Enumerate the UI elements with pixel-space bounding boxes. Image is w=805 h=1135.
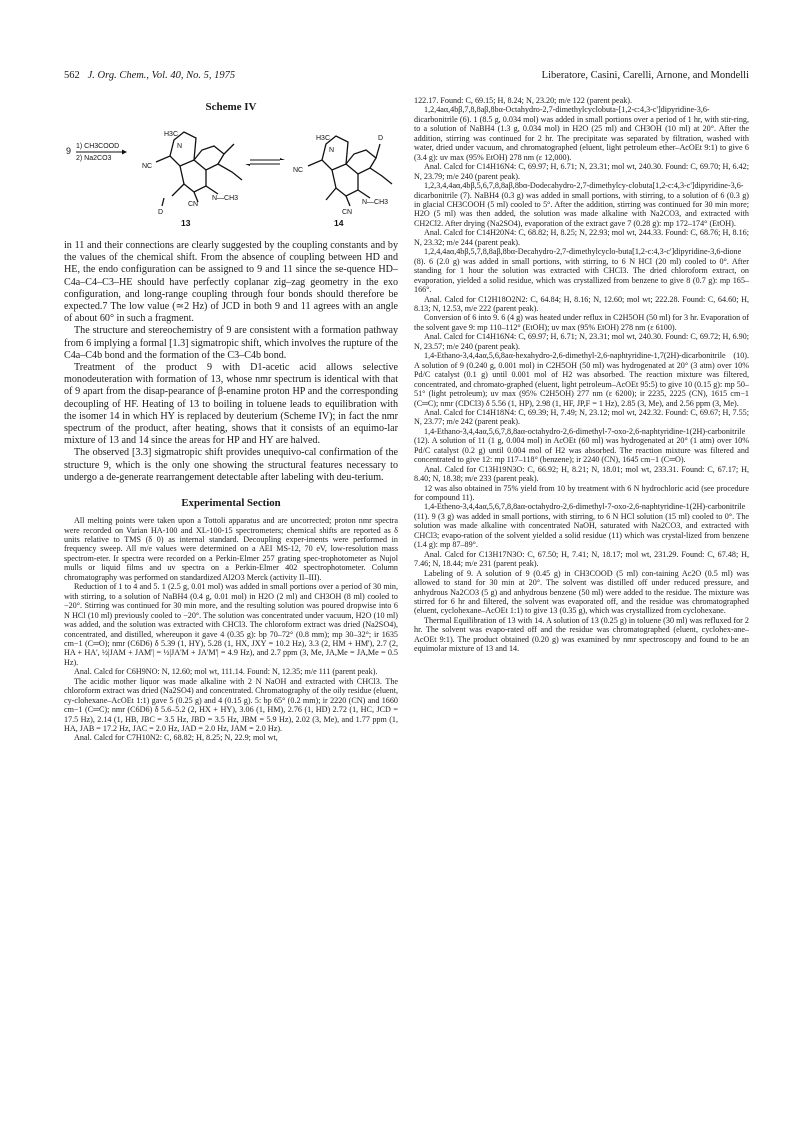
structure-14-d-label: D — [378, 135, 384, 142]
page-number: 562 — [64, 70, 80, 81]
experimental-paragraph: 1,4-Ethano-3,4,4aα,5,6,7,8,8aα-octahydro-2,6-dimethyl-7-oxo-2,6-naphtyridine-1(2H)-carbonitrile (12). A solution of 11 (1 g, 0.004 mol) in AcOEt (60 ml) was hydrogenated at 20° (1 atm) over 10% Pd/C catalyst (0.2 g) until 0.004 mol of H2 was absorbed. The reaction mixture was filtered and concentrated to give 12: mp 117–118° (benzene); ir 2240 (CN), 1645 cm−1 (C═O). — [414, 426, 749, 465]
structure-13-nc-label: NC — [142, 163, 153, 170]
structure-14-nc-label: NC — [293, 167, 304, 174]
experimental-paragraph: Anal. Calcd for C13H19N3O: C, 66.92; H, 8.21; N, 18.01; mol wt, 233.31. Found: C, 67.17; H, 8.40; N, 18.38; m/e 233 (parent peak). — [414, 464, 749, 484]
structure-14 — [308, 136, 392, 206]
discussion-paragraph: The structure and stereochemistry of 9 are consistent with a formation pathway from 6 implying a formal [1.3] sigmatropic shift, which involves the rupture of the C4a–C4b bond and the formation of the C3–C4b bond. — [64, 325, 398, 361]
structure-13-h3c-label: H3C — [164, 131, 179, 138]
scheme-iv — [64, 118, 398, 230]
experimental-paragraph: Anal. Calcd for C14H16N4: C, 69.97; H, 6.71; N, 23.31; mol wt, 240.30. Found: C, 69.70; H, 6.42; N, 23.79; m/e 240 (parent peak). — [414, 162, 749, 181]
discussion-text — [64, 240, 398, 484]
structure-14-h3c-label: H3C — [316, 135, 331, 142]
structure-14-cn-label: CN — [342, 209, 353, 216]
experimental-paragraph: 122.17. Found: C, 69.15; H, 8.24; N, 23.20; m/e 122 (parent peak). — [414, 96, 632, 105]
experimental-paragraph: Anal. Calcd for C7H10N2: C, 68.82; H, 8.25; N, 22.9; mol wt, — [74, 733, 278, 743]
right-column — [414, 96, 749, 1106]
experimental-paragraph: 1,2,3,4,4aα,4bβ,5,6,7,8,8aβ,8bα-Dodecahydro-2,7-dimethylcy-clobuta[1,2-c:4,3-c']dipyridine-3,6-dicarbonitrile (7). NaBH4 (0.3 g) was added in small portions, with stirring, to a solution of 6 (0.3 g) in glacial CH3COOH (5 ml) cooled to 5°. After the addition, stirring was continued for 30 min more; H2O (5 ml) was then added, the solution was made alkaline with Na2CO3, and extracted with CH2Cl2. After drying (Na2SO4), evaporation of the extract gave 7 (0.28 g): mp 172–174° (EtOH). — [414, 181, 749, 228]
equilibrium-arrow-forward-head — [280, 158, 285, 160]
equilibrium-arrow-back-head — [245, 164, 250, 166]
reagent-step-2: 2) Na2CO3 — [76, 155, 112, 162]
experimental-paragraph: 1,4-Etheno-3,4,4aα,5,6,7,8,8aα-octahydro-2,6-dimethyl-7-oxo-2,6-naphtyridine-1(2H)-carbonitrile (11). 9 (3 g) was added in small portions, with stirring, to 6 N HCl solution (15 ml) cooled to 0°. The solution was made alkaline with concentrated NaOH, saturated with Na2CO3, and extracted with CHCl3; evapo-ration of the solvent yielded a solid residue (11) which was crystal-lized from benzene (1.4 g): mp 87–89°. — [414, 502, 749, 550]
experimental-paragraph: All melting points were taken upon a Tottoli apparatus and are uncorrected; proton nmr spectra were recorded on Varian HA-100 and XL-100-15 spectrometers; chemical shifts are reported as δ units relative to TMS (δ 0) as internal standard. Decoupling exper-iments were performed in frequency sweep. All m/e values were determined on a AEI MS-12, 70 eV, low-resolution mass spectrom-eter. Ir spectra were recorded on a Perkin-Elmer 257 grating spec-trophotometer as Nujol mulls or liquid films and uv spectra on a Perkin-Elmer 402 spectrophotometer. Column chromatography was performed on standardized Al2O3 Merck (activity II–III). — [64, 516, 398, 582]
experimental-paragraph: 12 was also obtained in 75% yield from 10 by treatment with 6 N hydrochloric acid (see procedure for compound 11). — [414, 483, 749, 503]
experimental-paragraph: Conversion of 6 into 9. 6 (4 g) was heated under reflux in C2H5OH (50 ml) for 3 hr. Evaporation of the solvent gave 9: mp 110–112° (EtOH); uv max (95% EtOH) 278 nm (ε 6100). — [414, 313, 749, 332]
structure-13-nch3-label: N—CH3 — [212, 195, 239, 202]
experimental-paragraph: The acidic mother liquor was made alkaline with 2 N NaOH and extracted with CHCl3. The chloroform extract was dried (Na2SO4) and concentrated. Chromatography of the oily residue (eluent, cy-clohexane–AcOEt 1:1) gave 5 (0.25 g) and 4 (0.15 g). 5: bp 65° (0.2 mm); ir 2220 (CN) and 1660 cm−1 (C═C); nmr (C6D6) δ 5.6–5.2 (2, HX + HY), 3.06 (1, HM), 2.76 (1, HD) 2.72 (1, HC, JCD = 17.5 Hz), 2.14 (1, HB, JBC = 3.5 Hz, JBD = 3.5 Hz, JBM = 5.9 Hz), 2.02 (3, Me), and 1.77 ppm (1, HA, JAB = 17.2 Hz, JAC = 2.0 Hz, JAD = 2.0 Hz, JAM = 2.0 Hz). — [64, 676, 398, 734]
page-header — [64, 70, 749, 84]
structure-13-cn-label: CN — [188, 201, 199, 208]
experimental-paragraph: 1,4-Ethano-3,4,4aα,5,6,8aα-hexahydro-2,6-dimethyl-2,6-naphtyridine-1,7(2H)-dicarbonitrile (10). A solution of 9 (0.240 g, 0.001 mol) in C2H5OH (50 ml) was hydrogenated at 20° (3 atm) over 10% Pd/C catalyst (0.1 g) until 0.001 mol of H2 was absorbed. The reaction mixture was filtered, concentrated, and chromato-graphed (eluent, light petroleum–AcOEt 95:5) to give 10 (0.15 g): mp 50–51° (light petroleum); uv max (95% C2H5OH) 277 nm (ε 6200); ir 2235, 2225 (CN), 1615 cm−1 (C═C); nmr (CDCl3) δ 5.56 (1, HP), 2.98 (1, HF, JP,F = 1 Hz), 2.85 (3, Me), and 2.56 ppm (3, Me). — [414, 351, 749, 408]
structure-13-n-label: N — [177, 143, 183, 150]
scheme-iv-drawing — [64, 118, 398, 230]
experimental-paragraph: Anal. Calcd for C14H20N4: C, 68.82; H, 8.25; N, 22.93; mol wt, 244.33. Found: C, 68.76; H, 8.16; N, 23.32; m/e 244 (parent peak). — [414, 228, 749, 247]
left-column — [64, 96, 398, 1106]
experimental-paragraph: Anal. Calcd for C6H9NO: N, 12.60; mol wt, 111.14. Found: N, 12.35; m/e 111 (parent peak). — [74, 667, 378, 677]
structure-14-n-label: N — [329, 147, 335, 154]
reagent-step-1: 1) CH3COOD — [76, 143, 120, 150]
experimental-paragraph: Anal. Calcd for C14H18N4: C, 69.39; H, 7.49; N, 23.12; mol wt, 242.32. Found: C, 69.67; H, 7.55; N, 23.77; m/e 242 (parent peak). — [414, 407, 749, 427]
experimental-paragraph: Labeling of 9. A solution of 9 (0.45 g) in CH3COOD (5 ml) con-taining Ac2O (0.5 ml) was allowed to stand for 30 min at 20°. The solvent was distilled off under reduced pressure, and anhydrous Na2CO3 (5 g) and anhydrous benzene (50 ml) were added to the residue. The mixture was stirred for 6 hr and filtered, the solvent was evaporated off, and the residue was chromatographed (eluent, cyclohexane–AcOEt 1:1) to give 13 (0.35 g), which was crystallized from cyclohexane. — [414, 568, 749, 616]
experimental-paragraph: Anal. Calcd for C14H16N4: C, 69.97; H, 6.71; N, 23.31; mol wt, 240.30. Found: C, 69.72; H, 6.90; N, 23.57; m/e 240 (parent peak). — [414, 332, 749, 351]
experimental-section-heading: Experimental Section — [181, 497, 281, 510]
compound-14-number: 14 — [334, 218, 344, 228]
reagent-number: 9 — [66, 146, 72, 156]
scheme-title: Scheme IV — [205, 101, 257, 113]
compound-13-number: 13 — [181, 218, 191, 228]
structure-14-nch3-label: N—CH3 — [362, 199, 389, 206]
discussion-paragraph: The observed [3.3] sigmatropic shift provides unequivo-cal confirmation of the structure 9, which is the only one showing the structural features necessary to undergo a de-generate rearrangement detectable after labeling with deu-terium. — [64, 447, 398, 483]
journal-citation: J. Org. Chem., Vol. 40, No. 5, 1975 — [87, 70, 236, 81]
discussion-paragraph: in 11 and their connections are clearly suggested by the coupling constants and by the values of the chemical shift. From the absence of coupling between HD and HE, the endo configuration can be assigned to 9 and 11 since the se-quence HD–C4a–C4–C3–HE should have perfectly coplanar zig–zag geometry in the exo configuration, and long-range coupling through four bonds should therefore be expected.7 The low value (≃2 Hz) of JCD in both 9 and 11 agrees with an angle of about 60° in such a fragment. — [64, 240, 398, 325]
experimental-paragraph: Anal. Calcd for C12H18O2N2: C, 64.84; H, 8.16; N, 12.60; mol wt; 222.28. Found: C, 64.60; H, 8.13; N, 12.53, m/e 222 (parent peak). — [414, 294, 749, 313]
experimental-paragraph: Reduction of 1 to 4 and 5. 1 (2.5 g, 0.01 mol) was added in small portions over a period of 30 min, with stirring, to a solution of NaBH4 (0.4 g, 0.01 mol) in H2O (2 ml) and CH3OH (8 ml) cooled to −20°. Stirring was continued for 30 min more, and the resulting solution was poured dropwise into 6 N HCl (10 ml) previously cooled to −20°. The solution was concentrated under vacuum, H2O (10 ml) was added, and the solution was extracted with CHCl3. The chloroform extract was dried (Na2SO4), concentrated, and distilled, whereupon it gave 4 (0.35 g): bp 70–72° (0.8 mm); mp 30–32°; ir 1635 cm−1 (C═O); nmr (C6D6) δ 5.39 (1, HY), 5.28 (1, HX, JXY = 10.2 Hz), 3.3 (2, HM + HM'), 2.7 (2, HA + HA', ½|JAM + JAM'| = ½|JA'M + JA'M'| = 4.9 Hz), and 2.7 ppm (3, Me, JA,Me = JA,Me = 0.5 Hz). — [64, 582, 398, 667]
discussion-paragraph: Treatment of the product 9 with D1-acetic acid allows selective monodeuteration with formation of 13, whose nmr spectrum is identical with that of 9 apart from the disap-pearance of β-enamine proton HP and the corresponding decoupling of HF. Heating of 13 to boiling in toluene leads to equilibration with the isomer 14 in which HY is replaced by deuterium (Scheme IV); in fact the nmr spectrum of the product, after heating, shows that it consists of an equimo-lar mixture of 13 and 14 since the areas for HP and HY are halved. — [64, 362, 398, 447]
experimental-paragraph: 1,2,4aα,4bβ,7,8,8aβ,8bα-Octahydro-2,7-dimethylcyclobuta-[1,2-c:4,3-c']dipyridine-3,6-dicarbonitrile (6). 1 (8.5 g, 0.034 mol) was added in small portions over a period of 1 hr, with stir-ring, to a solution of NaBH4 (1.3 g, 0.034 mol) in H2O (25 ml) and CH3OH (10 ml) at 20°. After the addition, stirring was continued for 2 hr. The precipitate was separated by filtration, washed with water, dried under vacuum, and chromatographed (eluent, light petroleum ether–AcOEt 9:1) to give 6 (3.4 g): uv max (95% EtOH) 278 nm (ε 12,000). — [414, 105, 749, 162]
experimental-paragraph: 1,2,4,4aα,4bβ,5,7,8,8aβ,8bα-Decahydro-2,7-dimethylcyclo-buta[1,2-c:4,3-c']dipyridine-3,6-dione (8). 6 (2.0 g) was added in small portions, with stirring, to 6 N HCl (20 ml) cooled to 0°. After standing for 1 hour the solution was extracted with CHCl3. The dried chloroform extract, on evaporation, yielded a solid residue, which was crystallized from benzene to give 8 (0.7 g): mp 165–166°. — [414, 247, 749, 295]
reaction-arrow-head — [122, 150, 127, 155]
page-number-and-journal — [64, 70, 235, 81]
authors: Liberatore, Casini, Carelli, Arnone, and Mondelli — [541, 70, 749, 81]
experimental-paragraph: Thermal Equilibration of 13 with 14. A solution of 13 (0.25 g) in toluene (30 ml) was refluxed for 2 hr. The solvent was evapo-rated off and the residue was chromatographed (eluent, cyclohex-ane–AcOEt 9:1). The product obtained (0.20 g) was examined by nmr spectroscopy and found to be an equimolar mixture of 13 and 14. — [414, 615, 749, 654]
experimental-paragraph: Anal. Calcd for C13H17N3O: C, 67.50; H, 7.41; N, 18.17; mol wt, 231.29. Found: C, 67.48; H, 7.46; N, 18.44; m/e 231 (parent peak). — [414, 549, 749, 569]
structure-13-d-label: D — [158, 209, 164, 216]
